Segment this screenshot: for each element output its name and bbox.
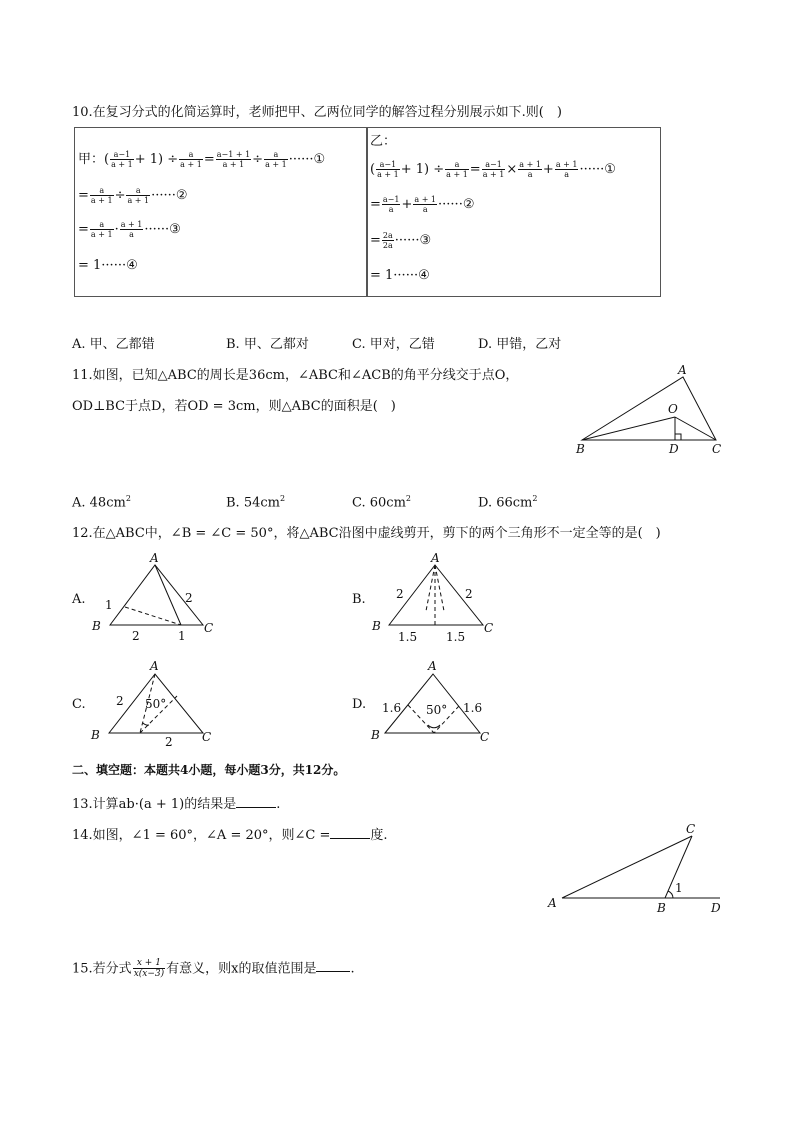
q12-option-a-label[interactable]: A. <box>72 592 86 607</box>
q14-label-1: 1 <box>675 881 683 895</box>
q12-figure-c[interactable] <box>85 655 225 750</box>
q15-answer-blank[interactable] <box>316 959 350 972</box>
q12-figure-d[interactable] <box>365 655 505 750</box>
q14-label-c: C <box>686 822 696 836</box>
q10-option-c[interactable]: C. 甲对，乙错 <box>352 337 435 352</box>
q10-yi-line2: = $\frac{a-1}{a}$ + $\frac{a + 1}{a}$ ······② <box>370 195 475 215</box>
section2-heading: 二、填空题：本题共4小题，每小题3分，共12分。 <box>72 763 346 777</box>
svg-text:1.5: 1.5 <box>398 630 418 644</box>
svg-text:C: C <box>480 730 490 744</box>
q12-option-b-label[interactable]: B. <box>352 592 366 607</box>
q14-line: 14.如图，∠1 = 60°，∠A = 20°，则∠C = 度. <box>72 828 388 843</box>
q11-figure <box>570 360 730 460</box>
q10-yi-line1: ( $\frac{a-1}{a + 1}$ + 1) ÷ $\frac{a}{a + 1}$ = $\frac{a-1}{a + 1}$ × $\frac{a + 1}{a}$ + $\frac{a + 1}{a}$ ······① <box>370 160 616 180</box>
q10-yi-line3: = $\frac{2a}{2a}$ ······③ <box>370 231 432 251</box>
svg-text:2: 2 <box>165 735 173 749</box>
svg-text:A: A <box>150 551 159 565</box>
q11-option-d[interactable]: D. $66cm^2$ <box>478 494 538 511</box>
svg-text:B: B <box>372 619 381 633</box>
svg-text:1: 1 <box>178 629 186 643</box>
q11-label-o: O <box>668 402 678 416</box>
q12-figure-a[interactable] <box>85 550 225 645</box>
q11-option-b[interactable]: B. $54cm^2$ <box>226 494 286 511</box>
q10-stem: 10.在复习分式的化简运算时，老师把甲、乙两位同学的解答过程分别展示如下.则( ) <box>72 105 562 120</box>
q10-option-a[interactable]: A. 甲、乙都错 <box>72 337 155 352</box>
q11-label-b: B <box>576 442 585 456</box>
q11-line2: OD⊥BC于点D，若OD = 3cm，则△ABC的面积是( ) <box>72 399 396 414</box>
q14-angle-1-arc <box>668 891 673 898</box>
q11-triangle-abc <box>582 377 716 440</box>
svg-text:1.6: 1.6 <box>463 701 483 715</box>
q11-bisector-bo <box>582 417 675 440</box>
q12-stem: 12.在△ABC中，∠B = ∠C = 50°，将△ABC沿图中虚线剪开，剪下的两个三角形不一定全等的是( ) <box>72 526 661 541</box>
q11-label-d: D <box>669 442 679 456</box>
q11-option-a[interactable]: A. $48cm^2$ <box>72 494 131 511</box>
q12-option-c-label[interactable]: C. <box>72 697 86 712</box>
q10-yi-name: 乙： <box>370 134 397 149</box>
q14-label-d: D <box>711 901 721 915</box>
svg-text:A: A <box>431 551 440 565</box>
svg-text:2: 2 <box>116 694 124 708</box>
q14-label-b: B <box>657 901 666 915</box>
svg-text:1.5: 1.5 <box>446 630 466 644</box>
svg-text:2: 2 <box>465 587 473 601</box>
q10-jia-line2: = $\frac{a}{a + 1}$ ÷ $\frac{a}{a + 1}$ ······② <box>78 186 188 206</box>
svg-text:A: A <box>428 659 437 673</box>
q10-jia-line3: = $\frac{a}{a + 1}$ · $\frac{a + 1}{a}$ ······③ <box>78 220 181 240</box>
q14-figure <box>540 815 730 920</box>
svg-text:C: C <box>484 621 494 635</box>
q10-option-d[interactable]: D. 甲错，乙对 <box>478 337 562 352</box>
svg-text:2: 2 <box>185 591 193 605</box>
q10-option-b[interactable]: B. 甲、乙都对 <box>226 337 309 352</box>
svg-text:50°: 50° <box>145 697 167 711</box>
svg-text:A: A <box>150 659 159 673</box>
q13-answer-blank[interactable] <box>236 795 276 808</box>
q11-right-angle-mark <box>675 434 681 440</box>
svg-text:B: B <box>91 728 100 742</box>
q14-segment-ac <box>562 836 692 898</box>
svg-text:1: 1 <box>105 598 113 612</box>
q10-yi-line4: = 1······④ <box>370 268 430 283</box>
q10-jia-line4: = 1······④ <box>78 258 138 273</box>
svg-text:B: B <box>92 619 101 633</box>
q12-option-d-label[interactable]: D. <box>352 697 367 712</box>
svg-text:50°: 50° <box>426 703 448 717</box>
q11-label-c: C <box>712 442 722 456</box>
q11-label-a: A <box>678 363 687 377</box>
q10-jia-line1: 甲：( $\frac{a-1}{a + 1}$ + 1) ÷ $\frac{a}{a + 1}$ = $\frac{a-1 + 1}{a + 1}$ ÷ $\frac{a}{a + 1}$ ······① <box>78 150 326 170</box>
q14-label-a: A <box>548 896 557 910</box>
svg-text:2: 2 <box>132 629 140 643</box>
q11-line1: 11.如图，已知△ABC的周长是36cm，∠ABC和∠ACB的角平分线交于点O， <box>72 368 519 383</box>
q12-figure-b[interactable] <box>365 550 505 645</box>
svg-text:B: B <box>371 728 380 742</box>
q13-line: 13.计算ab·(a + 1)的结果是 . <box>72 797 281 812</box>
svg-text:2: 2 <box>396 587 404 601</box>
q14-answer-blank[interactable] <box>330 826 370 839</box>
svg-text:C: C <box>204 621 214 635</box>
svg-text:1.6: 1.6 <box>382 701 402 715</box>
q11-option-c[interactable]: C. $60cm^2$ <box>352 494 411 511</box>
q15-line: 15.若分式 $\frac{x + 1}{x(x-3)}$ 有意义，则x的取值范围是 . <box>72 958 355 980</box>
q10-jia-name: 甲： <box>78 152 105 168</box>
svg-text:C: C <box>202 730 212 744</box>
